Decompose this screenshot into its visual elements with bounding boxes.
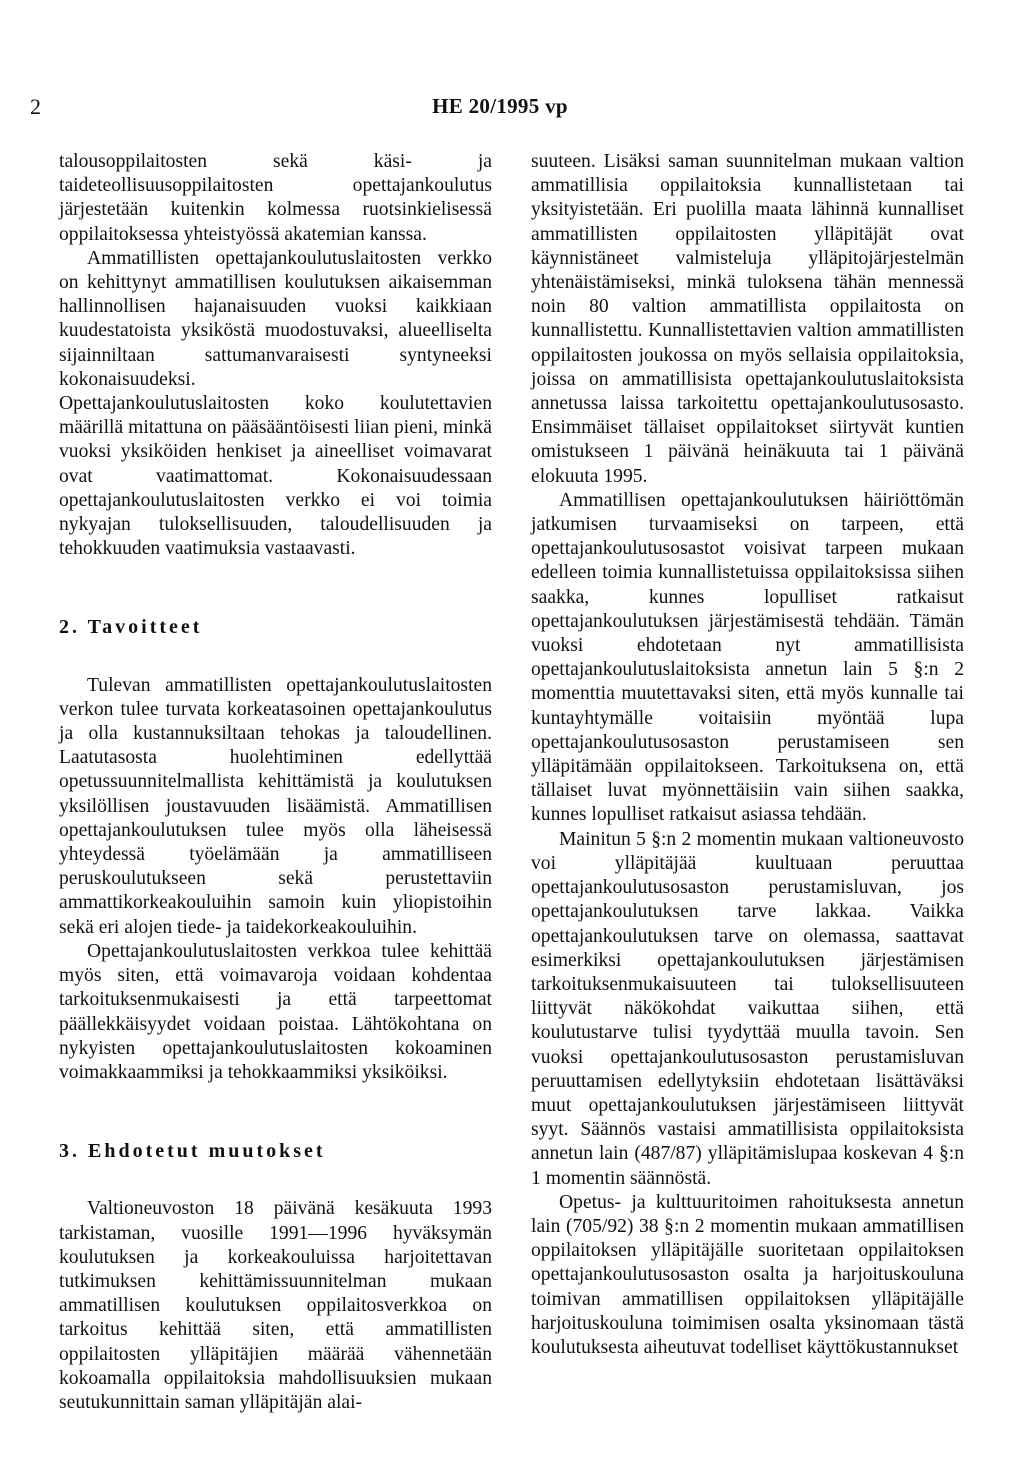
- paragraph: Valtioneuvoston 18 päivänä kesäkuuta 1993 tarkistaman, vuosille 1991—1996 hyväksymän koulutuksen ja korkeakouluissa harjoitettavan tutkimuksen kehittämissuunnitelman mukaan ammatillisen koulutuksen oppilaitosverkkoa on tarkoitus kehittää siten, että ammatillisten oppilaitosten ylläpitäjien määrää vähennetään kokoamalla oppilaitoksia mahdollisuuksien mukaan seutukunnittain saman ylläpitäjän alai-: [59, 1198, 492, 1413]
- paragraph: Opettajankoulutuslaitosten koko koulutettavien määrillä mitattuna on pääsääntöisesti liian pieni, minkä vuoksi yksiköiden henkiset ja aineelliset voimavarat ovat vaatimattomat. Kokonaisuudessaan opettajankoulutuslaitosten verkko ei voi toimia nykyajan tuloksellisuuden, taloudellisuuden ja tehokkuuden vaatimuksia vastaavasti.: [59, 393, 492, 560]
- spacer: [59, 561, 492, 615]
- page-header: [30, 94, 970, 124]
- paragraph: Ammatillisen opettajankoulutuksen häiriöttömän jatkumisen turvaamiseksi on tarpeen, että opettajankoulutusosastot voisivat tarpeen mukaan edelleen toimia kunnallistetuissa oppilaitoksissa siihen saakka, kunnes lopulliset ratkaisut opettajankoulutuksen järjestämisestä tehdään. Tämän vuoksi ehdotetaan nyt ammatillisista opettajankoulutuslaitoksista annetun lain 5 §:n 2 momenttia muutettavaksi siten, että myös kunnalle tai kuntayhtymälle voitaisiin myöntää lupa opettajankoulutusosaston perustamiseen sen ylläpitämään oppilaitokseen. Tarkoituksena on, että tällaiset luvat myönnettäisiin vain siihen saakka, kunnes lopulliset ratkaisut asiassa tehdään.: [531, 489, 964, 826]
- paragraph: talousoppilaitosten sekä käsi- ja taideteollisuusoppilaitosten opettajankoulutus järjestetään kuitenkin kolmessa ruotsinkielisessä oppilaitoksessa yhteistyössä akatemian kanssa.: [59, 151, 492, 245]
- paragraph: Mainitun 5 §:n 2 momentin mukaan valtioneuvosto voi ylläpitäjää kuultuaan peruuttaa opettajankoulutusosaston perustamisluvan, jos opettajankoulutuksen tarve lakkaa. Vaikka opettajankoulutuksen tarve on olemassa, saattavat esimerkiksi opettajankoulutuksen järjestämisen tarkoituksenmukaisuuteen tai tuloksellisuuteen liittyvät näkökohdat vaikuttaa siihen, että koulutustarve tulisi tyydyttää muulla tavoin. Sen vuoksi opettajankoulutusosaston perustamisluvan peruuttamisen edellytyksiin ehdotetaan lisättäväksi muut opettajankoulutuksen järjestämiseen liittyvät syyt. Säännös vastaisi ammatillisista oppilaitoksista annetun lain (487/87) ylläpitämislupaa koskevan 4 §:n 1 momentin säännöstä.: [531, 828, 964, 1189]
- right-column: [531, 150, 964, 1360]
- section-heading-tavoitteet: 2. Tavoitteet: [59, 616, 203, 639]
- paragraph: Ammatillisten opettajankoulutuslaitosten verkko on kehittynyt ammatillisen koulutuksen aikaisemman hallinnollisen hajanaisuuden vuoksi kaikkiaan kuudestatoista yksiköstä muodostuvaksi, alueelliselta sijainniltaan sattumanvaraisesti syntyneeksi kokonaisuudeksi.: [59, 247, 492, 390]
- running-title: HE 20/1995 vp: [432, 94, 568, 118]
- spacer: [59, 1085, 492, 1139]
- paragraph: Opettajankoulutuslaitosten verkkoa tulee kehittää myös siten, että voimavaroja voidaan kohdentaa tarkoituksenmukaisesti ja että tarpeettomat päällekkäisyydet voidaan poistaa. Lähtökohtana on nykyisten opettajankoulutuslaitosten kokoaminen voimakkaammiksi ja tehokkaammiksi yksiköiksi.: [59, 940, 492, 1083]
- spacer: [59, 1163, 492, 1197]
- paragraph: suuteen. Lisäksi saman suunnitelman mukaan valtion ammatillisia oppilaitoksia kunnallistetaan tai yksityistetään. Eri puolilla maata lähinnä kunnalliset ammatillisten oppilaitosten ylläpitäjät ovat käynnistäneet valmisteluja ylläpitojärjestelmän yhtenäistämiseksi, minkä tuloksena tähän mennessä noin 80 valtion ammatillista oppilaitosta on kunnallistettu. Kunnallistettavien valtion ammatillisten oppilaitosten joukossa on myös sellaisia oppilaitoksia, joissa on ammatillisista opettajankoulutuslaitoksista annetussa laissa tarkoitettu opettajankoulutusosasto. Ensimmäiset tällaiset oppilaitokset siirtyvät kuntien omistukseen 1 päivänä heinäkuuta tai 1 päivänä elokuuta 1995.: [531, 151, 964, 487]
- paragraph: Tulevan ammatillisten opettajankoulutuslaitosten verkon tulee turvata korkeatasoinen opettajankoulutus ja olla kustannuksiltaan tehokas ja taloudellinen. Laatutasosta huolehtiminen edellyttää opetussuunnitelmallista kehittämistä ja koulutuksen yksilöllisen joustavuuden lisäämistä. Ammatillisen opettajankoulutuksen tulee myös olla läheisessä yhteydessä työelämään ja ammatilliseen peruskoulutukseen sekä perustettaviin ammattikorkeakouluihin samoin kuin yliopistoihin sekä eri alojen tiede- ja taidekorkeakouluihin.: [59, 674, 492, 938]
- spacer: [59, 640, 492, 674]
- paragraph: Opetus- ja kulttuuritoimen rahoituksesta annetun lain (705/92) 38 §:n 2 momentin mukaan ammatillisen oppilaitoksen ylläpitäjälle suoritetaan oppilaitoksen opettajankoulutusosaston osalta ja harjoituskouluna toimivan ammatillisen oppilaitoksen ylläpitäjälle harjoituskouluna toimimisen osalta yksinomaan tästä koulutuksesta aiheutuvat todelliset käyttökustannukset: [531, 1191, 964, 1358]
- page-number: 2: [30, 94, 41, 119]
- section-heading-ehdotetut-muutokset: 3. Ehdotetut muutokset: [59, 1140, 326, 1163]
- left-column: [59, 150, 492, 1415]
